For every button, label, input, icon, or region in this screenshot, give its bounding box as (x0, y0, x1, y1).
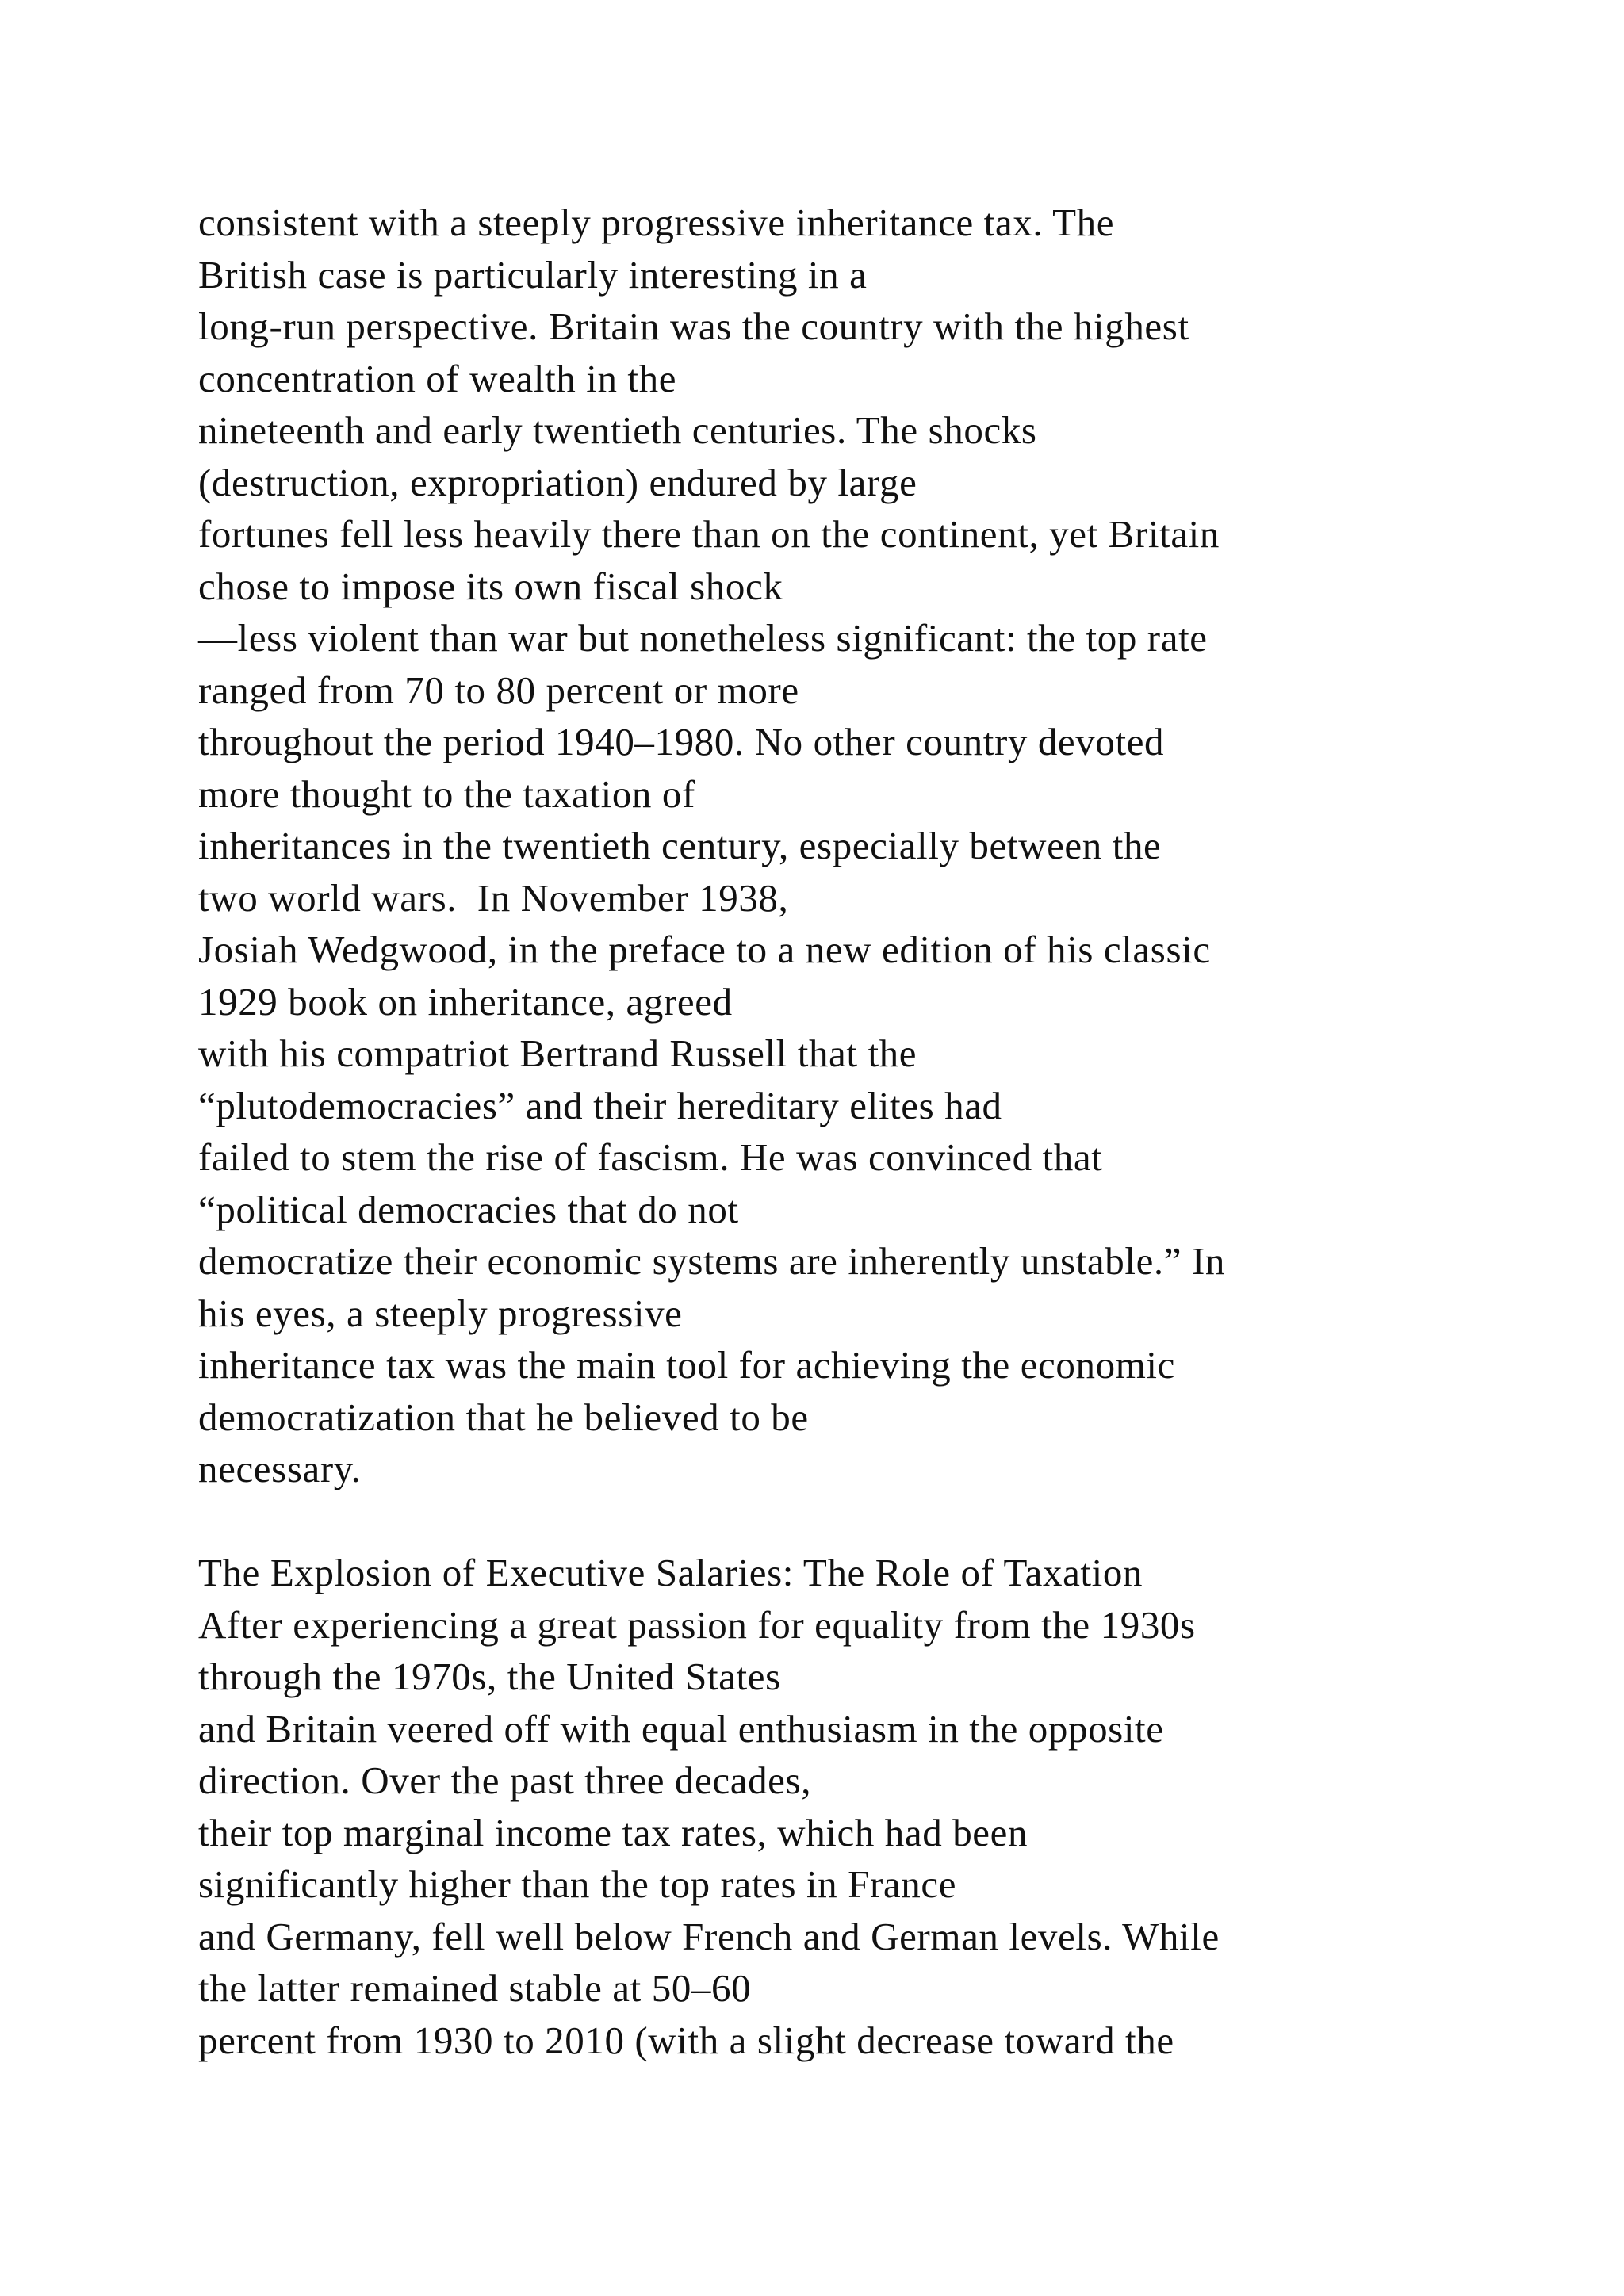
text-line: (destruction, expropriation) endured by large (198, 460, 917, 504)
text-line: their top marginal income tax rates, which had been (198, 1810, 1028, 1854)
text-line: and Germany, fell well below French and German levels. While (198, 1914, 1220, 1958)
text-line: direction. Over the past three decades, (198, 1758, 812, 1802)
text-line: concentration of wealth in the (198, 356, 677, 400)
text-line: and Britain veered off with equal enthusiasm in the opposite (198, 1706, 1164, 1751)
text-line: fortunes fell less heavily there than on the continent, yet Britain (198, 512, 1220, 556)
text-line: consistent with a steeply progressive inheritance tax. The (198, 201, 1115, 244)
text-line: inheritances in the twentieth century, especially between the (198, 824, 1162, 867)
text-line: with his compatriot Bertrand Russell that the (198, 1031, 917, 1075)
text-line: more thought to the taxation of (198, 771, 695, 816)
text-line: nineteenth and early twentieth centuries. The shocks (198, 408, 1037, 452)
text-line: democratization that he believed to be (198, 1395, 809, 1439)
text-line: necessary. (198, 1447, 362, 1490)
text-line: After experiencing a great passion for equality from the 1930s (198, 1602, 1196, 1647)
text-line: failed to stem the rise of fascism. He was convinced that (198, 1135, 1103, 1179)
section-heading: The Explosion of Executive Salaries: The Role of Taxation (198, 1551, 1143, 1594)
text-line: inheritance tax was the main tool for achieving the economic (198, 1343, 1175, 1387)
document-text (198, 197, 1546, 2066)
paragraph-gap (198, 1495, 1546, 1548)
text-line: significantly higher than the top rates in France (198, 1862, 957, 1906)
text-line: —less violent than war but nonetheless significant: the top rate (198, 616, 1208, 660)
paragraph-2 (198, 1547, 1546, 2066)
text-line: long-run perspective. Britain was the country with the highest (198, 304, 1189, 348)
text-line: percent from 1930 to 2010 (with a slight decrease toward the (198, 2018, 1174, 2062)
text-line: “political democracies that do not (198, 1187, 739, 1231)
text-line: throughout the period 1940–1980. No other country devoted (198, 720, 1165, 763)
text-line: “plutodemocracies” and their hereditary elites had (198, 1083, 1002, 1127)
text-line: democratize their economic systems are inherently unstable.” In (198, 1239, 1225, 1283)
text-line: ranged from 70 to 80 percent or more (198, 668, 799, 712)
text-line: two world wars. In November 1938, (198, 875, 789, 920)
text-line: chose to impose its own fiscal shock (198, 564, 783, 608)
text-line: 1929 book on inheritance, agreed (198, 979, 733, 1024)
paragraph-1 (198, 197, 1546, 1495)
text-line: through the 1970s, the United States (198, 1655, 781, 1698)
text-line: British case is particularly interesting in a (198, 252, 868, 297)
text-line: the latter remained stable at 50–60 (198, 1966, 752, 2010)
text-line: his eyes, a steeply progressive (198, 1291, 683, 1335)
text-line: Josiah Wedgwood, in the preface to a new edition of his classic (198, 928, 1211, 971)
